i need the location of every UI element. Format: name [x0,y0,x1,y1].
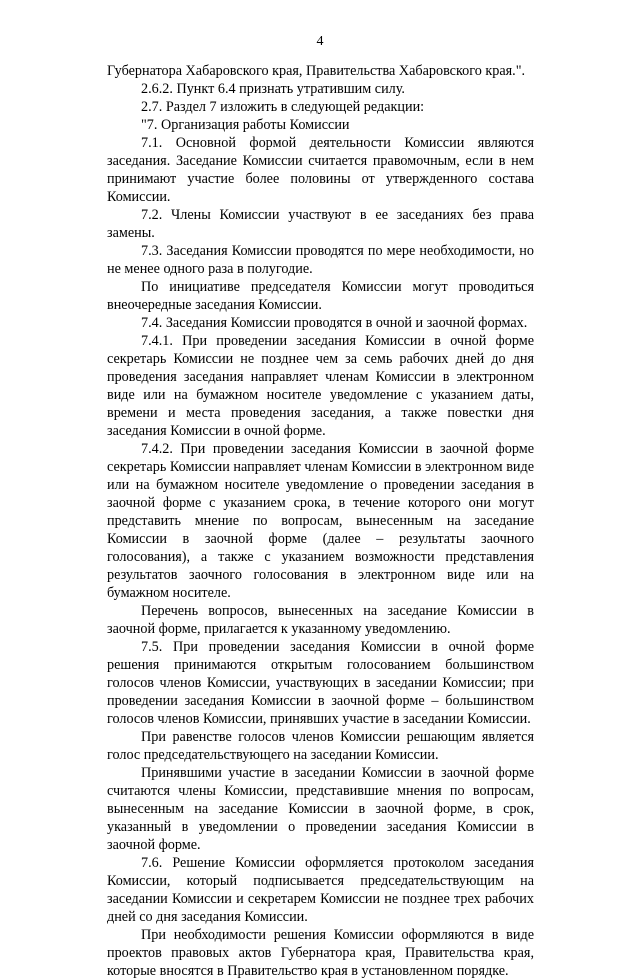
paragraph: 7.4.2. При проведении заседания Комиссии в заочной форме секретарь Комиссии направляет членам Комиссии в электронном виде или на бумажном носителе уведомление о проведении заседания в заочной форме с указанием срока, в течение которого они могут представить мнение по вопросам, вынесенным на заседание Комиссии в заочной форме (далее – результаты заочного голосования), а также с указанием возможности представления результатов заочного голосования в электронном виде или на бумажном носителе. [107,441,534,601]
paragraph: По инициативе председателя Комиссии могут проводиться внеочередные заседания Комиссии. [107,279,534,313]
paragraph: 2.7. Раздел 7 изложить в следующей редакции: [141,99,425,115]
paragraph: 2.6.2. Пункт 6.4 признать утратившим силу. [141,81,405,97]
page-number: 4 [316,34,324,49]
section-heading: "7. Организация работы Комиссии [141,117,350,133]
paragraph: 7.6. Решение Комиссии оформляется протоколом заседания Комиссии, который подписывается председательствующим на заседании Комиссии и секретарем Комиссии не позднее трех рабочих дней со дня заседания Комиссии. [107,855,534,925]
paragraph: Перечень вопросов, вынесенных на заседание Комиссии в заочной форме, прилагается к указанному уведомлению. [107,603,534,637]
paragraph: 7.1. Основной формой деятельности Комиссии являются заседания. Заседание Комиссии считается правомочным, если в нем принимают участие более половины от утвержденного состава Комиссии. [107,135,534,205]
paragraph: При равенстве голосов членов Комиссии решающим является голос председательствующего на заседании Комиссии. [107,729,534,763]
paragraph: 7.5. При проведении заседания Комиссии в очной форме решения принимаются открытым голосованием большинством голосов членов Комиссии, участвующих в заседании Комиссии; при проведении заседания Комиссии в заочной форме – большинством голосов членов Комиссии, принявших участие в заседании Комиссии. [107,639,534,727]
paragraph: 7.4. Заседания Комиссии проводятся в очной и заочной формах. [141,315,528,331]
document-body [107,62,534,980]
paragraph: 7.2. Члены Комиссии участвуют в ее заседаниях без права замены. [107,207,534,241]
paragraph: При необходимости решения Комиссии оформляются в виде проектов правовых актов Губернатора края, Правительства края, которые вносятся в Правительство края в установленном порядке. [107,927,534,979]
paragraph: 7.3. Заседания Комиссии проводятся по мере необходимости, но не менее одного раза в полугодие. [107,243,534,277]
paragraph: 7.4.1. При проведении заседания Комиссии в очной форме секретарь Комиссии не позднее чем за семь рабочих дней до дня проведения заседания направляет членам Комиссии в электронном виде или на бумажном носителе уведомление с указанием даты, времени и места проведения заседания, а также повестки дня заседания Комиссии в очной форме. [107,333,534,439]
paragraph: Губернатора Хабаровского края, Правительства Хабаровского края.". [107,63,526,79]
paragraph: Принявшими участие в заседании Комиссии в заочной форме считаются члены Комиссии, представившие мнения по вопросам, вынесенным на заседание Комиссии в заочной форме, в срок, указанный в уведомлении о проведении заседания Комиссии в заочной форме. [107,765,534,853]
